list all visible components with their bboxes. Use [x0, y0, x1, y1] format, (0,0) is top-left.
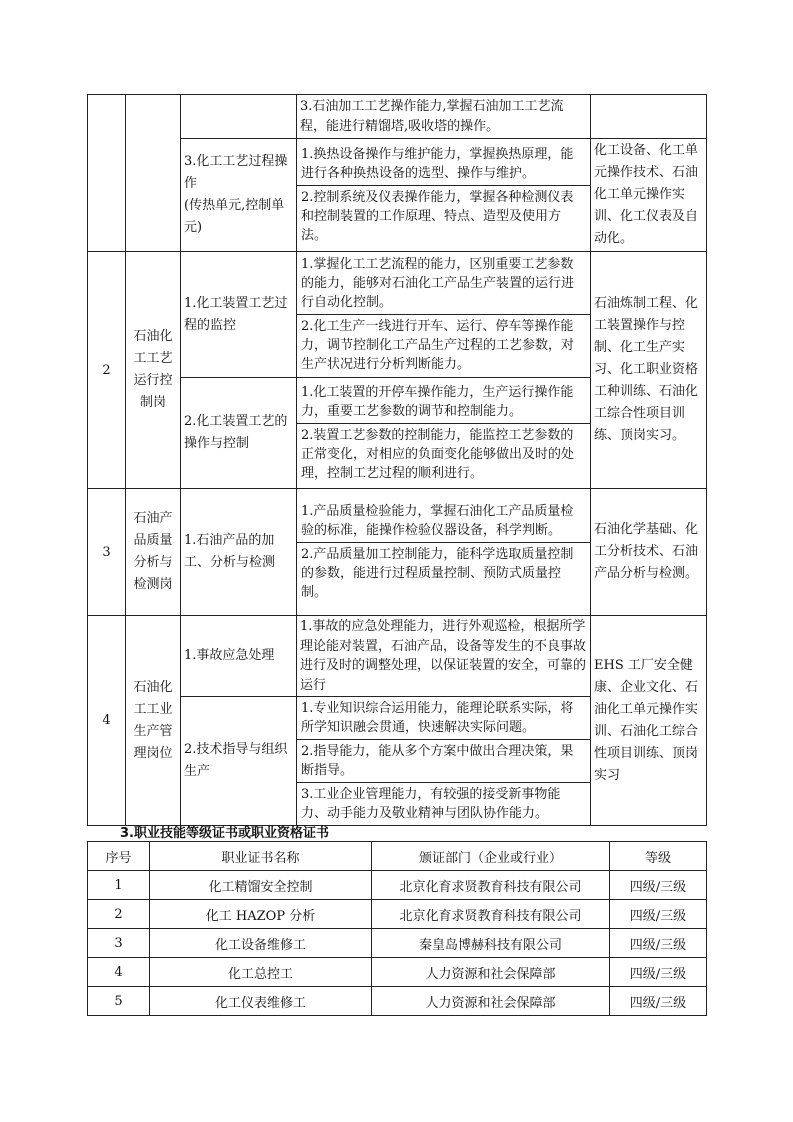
course-cell: 石油炼制工程、化工装置操作与控制、化工生产实习、化工职业资格工种训练、石油化工综合性项目训练、顶岗实习。	[591, 252, 707, 489]
ability-cell: 1.产品质量检验能力，掌握石油化工产品质量检验的标准，能操作检验仪器设备，科学判断。 2.产品质量加工控制能力，能科学选取质量控制的参数，能进行过程质量控制、预防式质量控制。	[297, 489, 591, 616]
post-cell: 石油化工工艺运行控制岗	[126, 252, 181, 489]
table-row	[88, 489, 707, 616]
row-number: 4	[88, 616, 126, 826]
course-cell: 化工设备、化工单元操作技术、石油化工单元操作实训、化工仪表及自动化。	[591, 139, 707, 252]
table-row: 1 化工精馏安全控制 北京化育求贤教育科技有限公司 四级/三级	[88, 871, 707, 900]
job-ability-table	[87, 94, 707, 826]
row-number: 2	[88, 252, 126, 489]
table-row: 2 化工 HAZOP 分析 北京化育求贤教育科技有限公司 四级/三级	[88, 900, 707, 929]
column-header: 颁证部门（企业或行业）	[372, 842, 610, 871]
course-cell: 石油化学基础、化工分析技术、石油产品分析与检测。	[591, 489, 707, 616]
table-header-row	[88, 842, 707, 871]
task-cell: 2.化工装置工艺的操作与控制	[181, 378, 297, 489]
course-cell: EHS 工厂安全健康、企业文化、石油化工单元操作实训、石油化工综合性项目训练、顶岗实习	[591, 616, 707, 826]
ability-cell: 1.掌握化工工艺流程的能力，区别重要工艺参数的能力，能够对石油化工产品生产装置的运行进行自动化控制。 2.化工生产一线进行开车、运行、停车等操作能力，调节控制化工产品生产过程的工艺参数，对生产状况进行分析判断能力。	[297, 252, 591, 378]
task-cell: 3.化工工艺过程操作 (传热单元,控制单元)	[181, 139, 297, 252]
task-cell: 1.化工装置工艺过程的监控	[181, 252, 297, 378]
table-row	[88, 95, 707, 139]
certificate-table	[87, 841, 707, 1016]
ability-cell: 3.石油加工工艺操作能力,掌握石油加工工艺流程，能进行精馏塔,吸收塔的操作。	[297, 95, 591, 139]
section-title: 3.职业技能等级证书或职业资格证书	[120, 826, 329, 841]
row-number: 3	[88, 489, 126, 616]
table-row: 4 化工总控工 人力资源和社会保障部 四级/三级	[88, 958, 707, 987]
column-header: 序号	[88, 842, 150, 871]
table-row	[88, 616, 707, 697]
ability-cell: 1.换热设备操作与维护能力，掌握换热原理，能进行各种换热设备的选型、操作与维护。 2.控制系统及仪表操作能力，掌握各种检测仪表和控制装置的工作原理、特点、造型及使用方法。	[297, 139, 591, 252]
task-cell: 1.事故应急处理	[181, 616, 297, 697]
column-header: 职业证书名称	[150, 842, 372, 871]
ability-cell: 1.化工装置的开停车操作能力，生产运行操作能力，重要工艺参数的调节和控制能力。 2.装置工艺参数的控制能力，能监控工艺参数的正常变化，对相应的负面变化能够做出及时的处理，控制工艺过程的顺利进行。	[297, 378, 591, 489]
post-cell: 石油化工工业生产管理岗位	[126, 616, 181, 826]
task-cell: 1.石油产品的加工、分析与检测	[181, 489, 297, 616]
table-row	[88, 139, 707, 252]
table-row: 5 化工仪表维修工 人力资源和社会保障部 四级/三级	[88, 987, 707, 1016]
ability-cell: 1.事故的应急处理能力，进行外观巡检，根据所学理论能对装置，石油产品，设备等发生的不良事故进行及时的调整处理，以保证装置的安全，可靠的运行	[297, 616, 591, 697]
table-row: 3 化工设备维修工 秦皇岛博赫科技有限公司 四级/三级	[88, 929, 707, 958]
ability-cell: 1.专业知识综合运用能力，能理论联系实际，将所学知识融会贯通，快速解决实际问题。 2.指导能力，能从多个方案中做出合理决策，果断指导。 3.工业企业管理能力，有较强的接受新事物能力、动手能力及敬业精神与团队协作能力。	[297, 697, 591, 826]
column-header: 等级	[610, 842, 707, 871]
table-row	[88, 252, 707, 378]
task-cell: 2.技术指导与组织生产	[181, 697, 297, 826]
post-cell: 石油产品质量分析与检测岗	[126, 489, 181, 616]
